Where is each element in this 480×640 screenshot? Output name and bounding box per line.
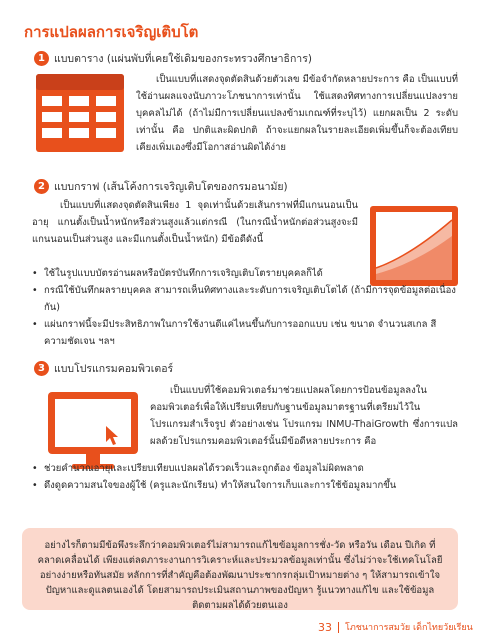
section-2-bullets [32,265,458,350]
section-2-text: เป็นแบบที่แสดงจุดตัดสินเพียง 1 จุดเท่านั้นด้วยเส้นกราฟที่มีแกนนอนเป็นอายุ แกนตั้งเป็นน้ำหนักหรือส่วนสูงแล้วแต่กรณี (ในกรณีน้ำหนักต่อส่วนสูงจะมีแกนนอนเป็นส่วนสูง และมีแกนตั้งเป็นน้ำหนัก) มีข้อดีดังนี้ [32,200,358,245]
section-3-bullets [32,460,458,494]
page-title: การแปลผลการเจริญเติบโต [24,23,199,41]
section-2-number: 2 [34,179,49,194]
section-1-title: แบบตาราง (แผ่นพับที่เคยใช้เดิมของกระทรวงศึกษาธิการ) [54,53,312,65]
page-footer [318,620,473,634]
footer-divider [338,622,339,633]
page-number: 33 [318,620,332,634]
footer-text: โภชนาการสมวัย เด็กไทยวัยเรียน [345,623,473,633]
section-3-title: แบบโปรแกรมคอมพิวเตอร์ [54,363,174,375]
list-item: • กรณีใช้บันทึกผลรายบุคคล สามารถเห็นทิศทางและระดับการเจริญเติบโตได้ (ถ้ามีการจุดข้อมูลต่อเนื่องกัน) [32,282,458,316]
section-3-number: 3 [34,361,49,376]
section-1-heading [34,50,312,67]
list-item: • ใช้ในรูปแบบบัตรอ่านผลหรือบัตรบันทึกการเจริญเติบโตรายบุคคลก็ได้ [32,265,458,282]
list-item: • ช่วยคำนวณอายุและเปรียบเทียบแปลผลได้รวดเร็วและถูกต้อง ข้อมูลไม่ผิดพลาด [32,460,458,477]
note-box [22,528,458,610]
table-icon [36,74,124,152]
section-1-text: เป็นแบบที่แสดงจุดตัดสินด้วยตัวเลข มีข้อจำกัดหลายประการ คือ เป็นแบบที่ใช้อ่านผลแจงนับภาวะโภชนาการเท่านั้น ใช้แสดงทิศทางการเปลี่ยนแปลงรายบุคคลไม่ได้ (ถ้าไม่มีการเปลี่ยนแปลงข้ามเกณฑ์ที่ระบุไว้) แยกผลเป็น 2 ระดับเท่านั้น คือ ปกติและผิดปกติ ถ้าจะแยกผลในรายละเอียดเพิ่มขึ้นก็จะต้องเทียบเคียงเพิ่มเองซึ่งมีโอกาสอ่านผิดได้ง่าย [136,74,458,153]
section-2-title: แบบกราฟ (เส้นโค้งการเจริญเติบโตของกรมอนามัย) [54,181,288,193]
note-text: อย่างไรก็ตามมีข้อพึงระลึกว่าคอมพิวเตอร์ไม่สามารถแก้ไขข้อมูลการชั่ง-วัด หรือวัน เดือน ปีเกิด ที่คลาดเคลื่อนได้ เพียงแต่ลดภาระงานการวิเคราะห์และประมวลข้อมูลเท่านั้น ซึ่งไม่ว่าจะใช้เทคโนโลยีอย่างง่ายหรือทันสมัย หลักการที่สำคัญคือต้องพัฒนาประชากรกลุ่มเป้าหมายต่าง ๆ ให้สามารถเข้าใจปัญหาและดูแลตนเองได้ โดยสามารถประเมินสถานภาพของปัญหา รู้แนวทางแก้ไข และใช้ข้อมูลติดตามผลได้ด้วยตนเอง [37,540,443,611]
section-1-number: 1 [34,51,49,66]
list-item: • ดึงดูดความสนใจของผู้ใช้ (ครูและนักเรียน) ทำให้สนใจการเก็บและการใช้ข้อมูลมากขึ้น [32,477,458,494]
section-3-heading [34,360,173,377]
list-item: • แผ่นกราฟนี้จะมีประสิทธิภาพในการใช้งานดีแค่ไหนขึ้นกับการออกแบบ เช่น ขนาด จำนวนสเกล สี ความชัดเจน ฯลฯ [32,316,458,350]
section-3-text: เป็นแบบที่ใช้คอมพิวเตอร์มาช่วยแปลผลโดยการป้อนข้อมูลลงในคอมพิวเตอร์เพื่อให้เปรียบเทียบกับฐานข้อมูลมาตรฐานที่เตรียมไว้ในโปรแกรมสำเร็จรูป ตัวอย่างเช่น โปรแกรม INMU-ThaiGrowth ซึ่งการแปลผลด้วยโปรแกรมคอมพิวเตอร์นั้นมีข้อดีหลายประการ คือ [150,385,458,447]
section-2-heading [34,178,288,195]
